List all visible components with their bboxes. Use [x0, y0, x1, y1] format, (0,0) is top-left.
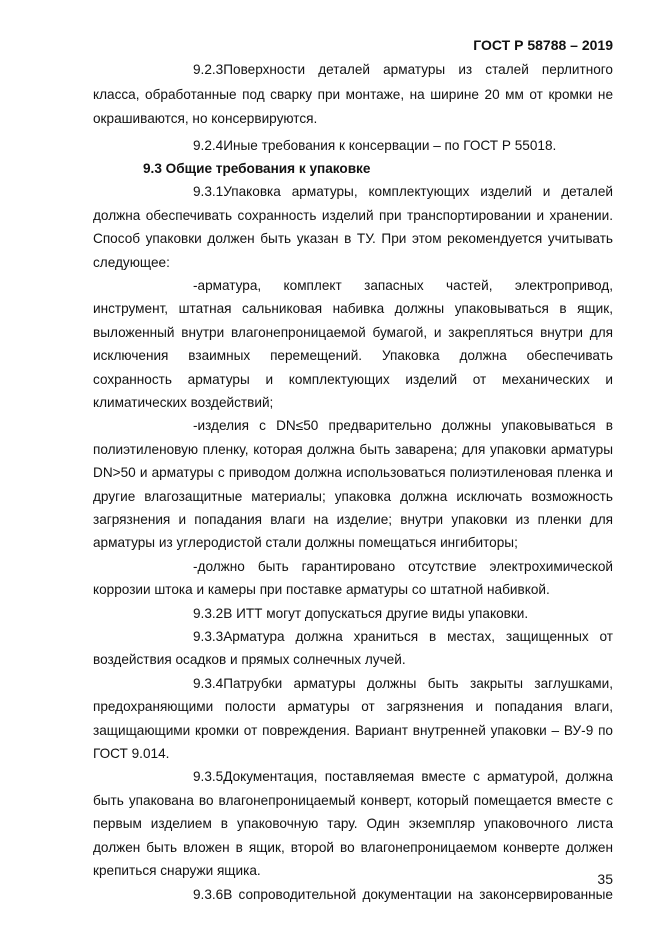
clause-number: 9.3.5 [193, 769, 224, 785]
clause-number: 9.2.4 [193, 137, 224, 153]
paragraph-text: Арматура должна храниться в местах, защищенных от воздействия осадков и прямых солнечных лучей. [93, 629, 613, 668]
bullet-text: должно быть гарантировано отсутствие электрохимической коррозии штока и камеры при поставке арматуры со штатной набивкой. [93, 558, 613, 598]
paragraph-9-2-3 [93, 58, 613, 132]
clause-number: 9.2.3 [193, 62, 224, 77]
bullet-item-1 [93, 274, 613, 414]
paragraph-9-2-4 [93, 134, 613, 157]
paragraph-text: Упаковка арматуры, комплектующих изделий и деталей должна обеспечивать сохранность изделий при транспортировании и хранении. Способ упаковки должен быть указан в ТУ. При этом рекомендуется учитывать следующее: [93, 184, 613, 270]
document-id-header: ГОСТ Р 58788 – 2019 [473, 37, 613, 53]
section-heading-9-3: 9.3 Общие требования к упаковке [143, 160, 371, 176]
bullet-dash: - [193, 418, 198, 434]
paragraph-9-3-2 [93, 602, 613, 625]
paragraph-9-3-6 [93, 883, 613, 906]
bullet-dash: - [193, 558, 198, 574]
clause-number: 9.3.1 [193, 184, 224, 200]
document-body [93, 58, 613, 906]
bullet-dash: - [193, 277, 198, 293]
paragraph-9-3-5 [93, 765, 613, 882]
paragraph-text: В ИТТ могут допускаться другие виды упаковки. [223, 605, 529, 621]
paragraph-text: В сопроводительной документации на законсервированные [223, 886, 613, 902]
paragraph-9-3-3 [93, 625, 613, 672]
paragraph-9-3-4 [93, 672, 613, 766]
page-number: 35 [597, 871, 613, 887]
paragraph-9-3-1 [93, 180, 613, 274]
paragraph-text: Документация, поставляемая вместе с арматурой, должна быть упакована во влагонепроницаемый конверт, который помещается вместе с первым изделием в упаковочную тару. Один экземпляр упаковочного листа должен быть вложен в ящик, второй во влагонепроницаемом конверте должен крепиться снаружи ящика. [93, 769, 613, 879]
bullet-text: арматура, комплект запасных частей, электропривод, инструмент, штатная сальниковая набивка должны упаковываться в ящик, выложенный внутри влагонепроницаемой бумагой, и закрепляться внутри для исключения взаимных перемещений. Упаковка должна обеспечивать сохранность арматуры и комплектующих изделий от механических и климатических воздействий; [93, 277, 613, 410]
paragraph-text: Иные требования к консервации – по ГОСТ Р 55018. [223, 137, 557, 153]
clause-number: 9.3.3 [193, 629, 224, 645]
paragraph-text: Патрубки арматуры должны быть закрыты заглушками, предохраняющими полости арматуры от загрязнения и попадания влаги, защищающими кромки от повреждения. Вариант внутренней упаковки – ВУ-9 по ГОСТ 9.014. [93, 675, 613, 762]
clause-number: 9.3.2 [193, 605, 224, 621]
bullet-item-3 [93, 555, 613, 602]
bullet-item-2 [93, 414, 613, 554]
clause-number: 9.3.6 [193, 886, 224, 902]
clause-number: 9.3.4 [193, 675, 224, 691]
bullet-text: изделия с DN≤50 предварительно должны упаковываться в полиэтиленовую пленку, которая должна быть заварена; для упаковки арматуры DN>50 и арматуры с приводом должна использоваться полиэтиленовая пленка и другие влагозащитные материалы; упаковка должна исключать возможность загрязнения и попадания влаги на изделие; внутри упаковки из пленки для арматуры из углеродистой стали должны помещаться ингибиторы; [93, 418, 613, 551]
paragraph-text: Поверхности деталей арматуры из сталей перлитного класса, обработанные под сварку при монтаже, на ширине 20 мм от кромки не окрашиваются, но консервируются. [93, 62, 613, 126]
